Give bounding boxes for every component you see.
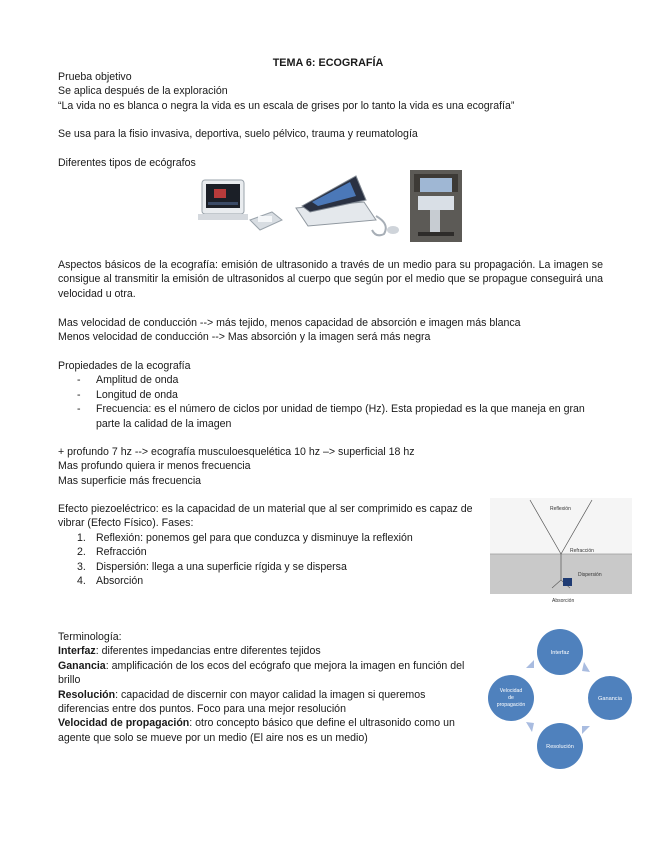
cycle-label-velocidad-2: de xyxy=(508,695,514,701)
phases-list xyxy=(58,531,478,589)
frequency-line-2: Mas profundo quiera ir menos frecuencia xyxy=(58,460,251,473)
list-number: 3. xyxy=(77,560,86,573)
properties-list xyxy=(58,373,603,431)
diagram-label-reflexion: Reflexión xyxy=(550,506,571,512)
term-resolucion xyxy=(58,688,473,717)
list-text: Dispersión: llega a una superficie rígida y se dispersa xyxy=(96,560,347,573)
frequency-line-1: + profundo 7 hz --> ecografía musculoesquelética 10 hz –> superficial 18 hz xyxy=(58,446,415,458)
term-definition: : otro concepto básico que define el ultrasonido como un agente que solo se mueve por un medio (El aire nos es un medio) xyxy=(58,717,455,744)
frequency-notes xyxy=(58,445,603,488)
ultrasound-device-image-3 xyxy=(410,170,462,242)
cycle-arrow xyxy=(526,722,534,732)
term-interfaz xyxy=(58,644,473,658)
cycle-arrow xyxy=(582,662,590,672)
conduction-less: Menos velocidad de conducción --> Mas absorción y la imagen será más negra xyxy=(58,331,431,344)
list-text: Refracción xyxy=(96,546,147,559)
list-number: 2. xyxy=(77,546,86,559)
wave-interaction-diagram xyxy=(490,498,632,606)
cycle-label-velocidad-1: Velocidad xyxy=(499,688,523,694)
term-label: Interfaz xyxy=(58,645,96,658)
piezo-section xyxy=(58,502,478,588)
term-definition: : capacidad de discernir con mayor calidad la imagen si queremos diferencias entre dos puntos. Foco para una mejor resolución xyxy=(58,688,426,716)
basics-text: Aspectos básicos de la ecografía: emisión de ultrasonido a través de un medio para su propagación. La imagen se consigue al transmitir la emisión de ultrasonidos al cuerpo que según por el medio que se propague conseguirá una velocidad u otra. xyxy=(58,259,603,300)
intro-line-1: Prueba objetivo xyxy=(58,71,132,83)
list-item: - Longitud de onda xyxy=(58,388,603,402)
diagram-label-refraccion: Refracción xyxy=(570,548,594,554)
list-item: - Frecuencia: es el número de ciclos por unidad de tiempo (Hz). Esta propiedad es la que maneja en gran parte la calidad de la imagen xyxy=(58,402,603,431)
diagram-transducer xyxy=(563,578,572,586)
term-label: Velocidad de propagación xyxy=(58,717,190,730)
cycle-arrow xyxy=(582,726,590,734)
intro-quote: “La vida no es blanca o negra la vida es un escala de grises por lo tanto la vida es una ecografía” xyxy=(58,99,515,112)
list-item xyxy=(58,574,478,588)
list-number: 1. xyxy=(77,531,86,544)
intro xyxy=(58,70,603,113)
frequency-line-3: Mas superficie más frecuencia xyxy=(58,474,202,487)
term-label: Ganancia xyxy=(58,659,106,672)
cycle-label-interfaz: Interfaz xyxy=(550,650,570,656)
conduction-notes xyxy=(58,316,603,345)
properties-section xyxy=(58,359,603,431)
diagram-label-dispersion: Dispersión xyxy=(578,572,602,578)
term-ganancia xyxy=(58,659,473,688)
list-text: Reflexión: ponemos gel para que conduzca y disminuye la reflexión xyxy=(96,531,413,544)
page-title: TEMA 6: ECOGRAFÍA xyxy=(272,57,384,69)
cycle-label-ganancia: Ganancia xyxy=(598,696,622,702)
uses-text: Se usa para la fisio invasiva, deportiva, suelo pélvico, trauma y reumatología xyxy=(58,128,418,140)
conduction-more: Mas velocidad de conducción --> más tejido, menos capacidad de absorción e imagen más blanca xyxy=(58,317,521,329)
list-number: 4. xyxy=(77,575,86,588)
list-item: - Amplitud de onda xyxy=(58,373,603,387)
ultrasound-device-image-2 xyxy=(290,168,404,240)
term-label: Resolución xyxy=(58,688,116,701)
term-velocidad xyxy=(58,716,473,745)
cycle-arrow xyxy=(526,660,534,668)
piezo-text: Efecto piezoeléctrico: es la capacidad de un material que al ser comprimido es capaz de vibrar (Efecto Físico). Fases: xyxy=(58,503,473,530)
list-text: Absorción xyxy=(96,575,144,588)
cycle-label-velocidad-3: propagación xyxy=(496,702,526,708)
term-definition: : diferentes impedancias entre diferentes tejidos xyxy=(95,645,321,658)
terminology-cycle-diagram xyxy=(486,622,634,772)
diagram-label-absorcion: Absorción xyxy=(552,598,575,604)
term-definition: : amplificación de los ecos del ecógrafo que mejora la imagen en función del brillo xyxy=(58,659,465,687)
list-item xyxy=(58,545,478,559)
ultrasound-device-image-1 xyxy=(194,176,290,238)
properties-heading: Propiedades de la ecografía xyxy=(58,360,191,372)
list-item xyxy=(58,531,478,545)
types-heading: Diferentes tipos de ecógrafos xyxy=(58,157,196,169)
intro-line-2: Se aplica después de la exploración xyxy=(58,85,228,98)
cycle-label-resolucion: Resolución xyxy=(546,744,574,750)
terminology-heading: Terminología: xyxy=(58,631,122,643)
terminology-section xyxy=(58,630,473,745)
list-item xyxy=(58,560,478,574)
